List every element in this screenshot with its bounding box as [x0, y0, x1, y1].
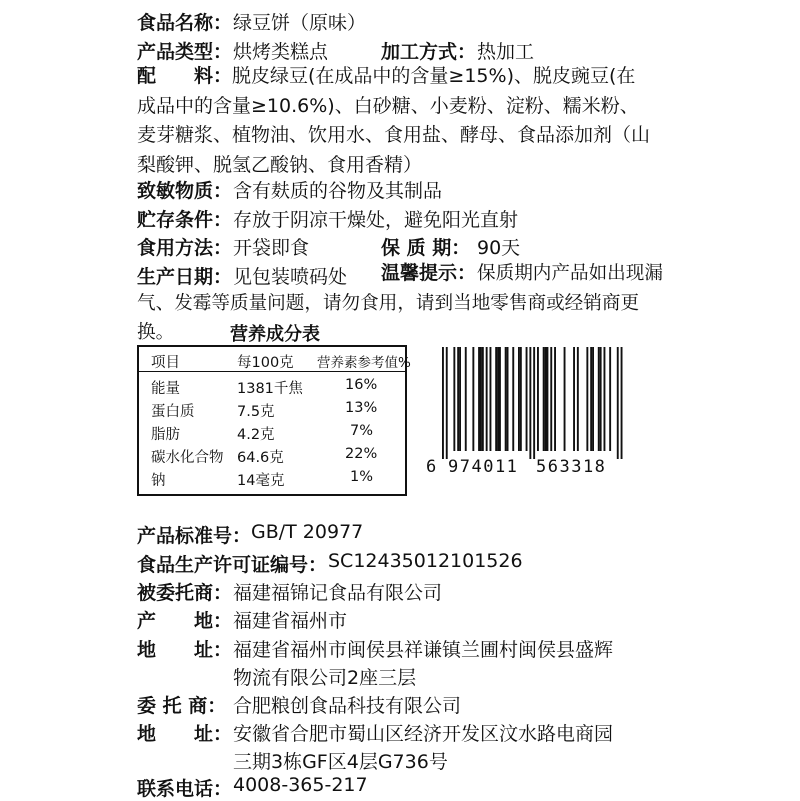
- ingredients-paragraph: [137, 62, 652, 182]
- barcode-bar: [550, 347, 552, 451]
- barcode-bar: [617, 347, 619, 459]
- barcode-bar: [590, 347, 592, 451]
- nutrition-row-sodium: [139, 469, 405, 491]
- address1-line1: 福建省福州市闽侯县祥谦镇兰圃村闽侯县盛辉: [233, 639, 614, 661]
- commissioned-by-value: 福建福锦记食品有限公司: [233, 582, 443, 604]
- barcode-digit-left: 974011: [448, 457, 519, 477]
- address2-line2: 三期3栋GF区4层G736号: [233, 751, 448, 773]
- product-name-label: 食品名称：: [137, 12, 233, 34]
- barcode-bar: [545, 347, 547, 451]
- nutrition-row-name: 碳水化合物: [151, 450, 224, 466]
- barcode-bars: [424, 347, 624, 459]
- product-type-label: 产品类型：: [137, 41, 233, 63]
- barcode-bar: [507, 347, 509, 451]
- nutrition-row-energy: [139, 377, 405, 399]
- barcode-bar: [526, 347, 528, 451]
- address2-line1: 安徽省合肥市蜀山区经济开发区汶水路电商园: [233, 723, 614, 745]
- barcode-bar: [465, 347, 467, 451]
- barcode: [424, 347, 624, 480]
- nutrition-header-item: 项目: [151, 355, 180, 371]
- barcode-bar: [520, 347, 522, 451]
- address1-label: 地 址：: [137, 639, 233, 661]
- barcode-bar: [512, 347, 514, 451]
- barcode-bar: [609, 347, 611, 451]
- nutrition-row-name: 脂肪: [151, 427, 180, 443]
- barcode-bar: [592, 347, 594, 451]
- nutrition-header-per100g: 每100克: [237, 355, 294, 371]
- barcode-bar: [621, 347, 623, 459]
- nutrition-row-carbohydrate: [139, 446, 405, 468]
- address1-line2: 物流有限公司2座三层: [233, 667, 417, 689]
- storage-label: 贮存条件：: [137, 209, 233, 231]
- barcode-bar: [518, 347, 520, 451]
- nutrition-title: 营养成分表: [230, 324, 320, 345]
- license-label: 食品生产许可证编号：: [137, 554, 328, 576]
- production-date-value: 见包装喷码处: [233, 266, 348, 288]
- nutrition-row-amount: 7.5克: [237, 404, 275, 420]
- barcode-bar: [533, 347, 535, 459]
- phone-label: 联系电话：: [137, 778, 233, 800]
- nutrition-row-amount: 64.6克: [237, 450, 284, 466]
- usage-value: 开袋即食: [233, 237, 310, 259]
- shelf-life-value: 90天: [477, 237, 521, 259]
- barcode-bar: [573, 347, 575, 451]
- barcode-bar: [586, 347, 588, 451]
- origin-value: 福建省福州市: [233, 610, 348, 632]
- processing-label: 加工方式：: [381, 41, 477, 63]
- nutrition-row-name: 钠: [151, 473, 166, 489]
- ingredients-value: 脱皮绿豆(在成品中的含量≥15%)、脱皮豌豆(在成品中的含量≥10.6%)、白砂糖、小麦粉、淀粉、糯米粉、麦芽糖浆、植物油、饮用水、食用盐、酵母、食品添加剂（山梨酸钾、脱氢乙酸钠、食用香精）: [137, 65, 651, 176]
- storage-value: 存放于阴凉干燥处，避免阳光直射: [233, 209, 519, 231]
- standard-value: GB/T 20977: [251, 521, 364, 543]
- barcode-digit-prefix: 6: [426, 457, 437, 477]
- barcode-bar: [453, 347, 455, 451]
- nutrition-row-nrv: 22%: [345, 446, 378, 462]
- commissioner-label: 委 托 商：: [137, 695, 227, 717]
- tips-label: 温馨提示：: [381, 262, 477, 284]
- barcode-bar: [497, 347, 499, 451]
- barcode-bar: [482, 347, 484, 451]
- commissioner-value: 合肥粮创食品科技有限公司: [233, 695, 462, 717]
- barcode-bar: [486, 347, 488, 451]
- nutrition-row-amount: 14毫克: [237, 473, 285, 489]
- address2-label: 地 址：: [137, 723, 233, 745]
- nutrition-table: [137, 345, 411, 496]
- barcode-bar: [499, 347, 501, 451]
- nutrition-row-fat: [139, 423, 405, 445]
- barcode-bar: [564, 347, 566, 451]
- standard-label: 产品标准号：: [137, 525, 252, 547]
- barcode-bar: [598, 347, 600, 451]
- barcode-bar: [547, 347, 549, 451]
- barcode-bar: [442, 347, 444, 459]
- barcode-bar: [505, 347, 507, 451]
- barcode-bar: [577, 347, 579, 451]
- license-value: SC12435012101526: [328, 550, 523, 572]
- tips-paragraph: [137, 259, 667, 348]
- barcode-bar: [554, 347, 556, 451]
- barcode-digit-right: 563318: [536, 457, 607, 477]
- barcode-bar: [604, 347, 606, 451]
- allergen-value: 含有麸质的谷物及其制品: [233, 180, 443, 202]
- barcode-bar: [457, 347, 459, 451]
- barcode-bar: [459, 347, 461, 451]
- barcode-bar: [480, 347, 482, 451]
- processing-value: 热加工: [477, 41, 535, 63]
- nutrition-row-name: 蛋白质: [151, 404, 195, 420]
- nutrition-row-protein: [139, 400, 405, 422]
- allergen-label: 致敏物质：: [137, 180, 233, 202]
- nutrition-header-divider: [139, 371, 405, 372]
- nutrition-row-amount: 4.2克: [237, 427, 275, 443]
- usage-label: 食用方法：: [137, 237, 233, 259]
- nutrition-header-row: [139, 351, 411, 373]
- barcode-bar: [537, 347, 539, 451]
- nutrition-row-amount: 1381千焦: [237, 381, 303, 397]
- barcode-bar: [529, 347, 531, 459]
- nutrition-row-nrv: 7%: [350, 423, 374, 439]
- barcode-bar: [543, 347, 545, 451]
- shelf-life-label: 保 质 期：: [381, 237, 471, 259]
- barcode-bar: [478, 347, 480, 451]
- phone-value: 4008-365-217: [233, 774, 368, 796]
- barcode-bar: [495, 347, 497, 451]
- commissioned-by-label: 被委托商：: [137, 582, 233, 604]
- nutrition-row-nrv: 16%: [345, 377, 378, 393]
- ingredients-label: 配 料：: [137, 65, 233, 87]
- production-date-label: 生产日期：: [137, 266, 233, 288]
- tips-value: 保质期内产品如出现漏气、发霉等质量问题，请勿食用，请到当地零售商或经销商更换。: [137, 263, 663, 343]
- barcode-bar: [600, 347, 602, 451]
- nutrition-row-name: 能量: [151, 381, 180, 397]
- product-name-value: 绿豆饼（原味）: [233, 12, 367, 34]
- product-type-value: 烘烤类糕点: [233, 41, 329, 63]
- nutrition-row-nrv: 13%: [345, 400, 378, 416]
- origin-label: 产 地：: [137, 610, 233, 632]
- nutrition-header-nrv: 营养素参考值%: [317, 355, 411, 371]
- barcode-bar: [490, 347, 492, 451]
- nutrition-row-nrv: 1%: [350, 469, 374, 485]
- barcode-bar: [446, 347, 448, 459]
- barcode-bar: [472, 347, 474, 451]
